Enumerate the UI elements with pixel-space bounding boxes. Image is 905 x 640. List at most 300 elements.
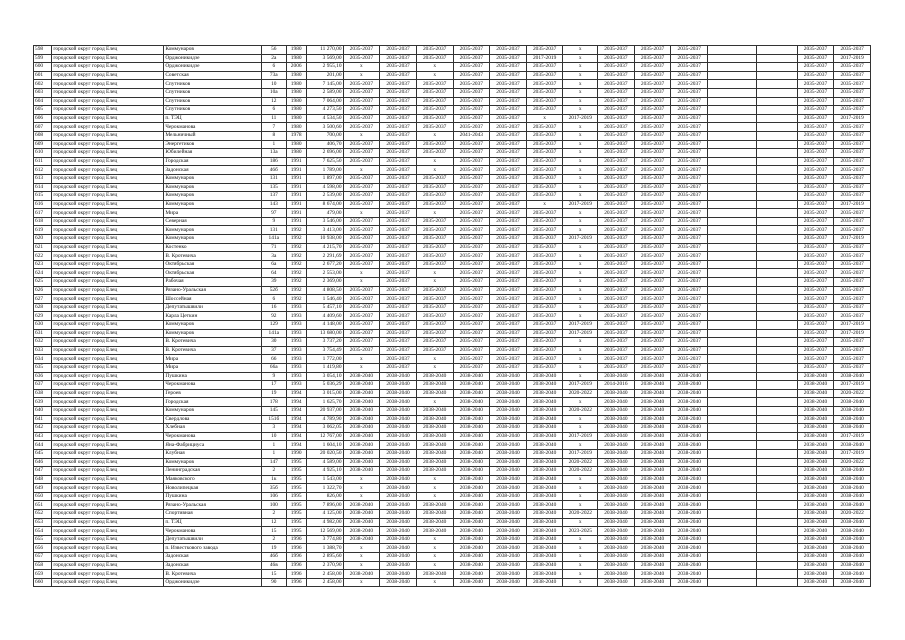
table-cell: 2035-2037: [834, 226, 871, 235]
table-cell: 2035-2037: [526, 157, 563, 166]
table-row: [34, 226, 871, 235]
table-row: [34, 527, 871, 536]
table-cell: городской округ город Елец: [52, 501, 164, 510]
table-cell: 2017-2019: [563, 432, 598, 441]
table-cell: 2006: [286, 63, 306, 72]
table-cell: [708, 269, 757, 278]
table-cell: х: [563, 492, 598, 501]
table-cell: 2035-2037: [598, 243, 635, 252]
table-cell: 2035-2037: [598, 114, 635, 123]
table-cell: 2035-2037: [797, 269, 834, 278]
table-cell: 2038-2040: [834, 475, 871, 484]
table-cell: 151б: [262, 415, 286, 424]
table-cell: 1991: [286, 200, 306, 209]
table-cell: 2038-2040: [634, 527, 671, 536]
table-cell: 826,00: [306, 492, 343, 501]
table-cell: 616: [34, 200, 52, 209]
table-cell: 2035-2037: [598, 346, 635, 355]
table-cell: городской округ город Елец: [52, 355, 164, 364]
table-cell: 2038-2040: [526, 458, 563, 467]
table-body: [34, 46, 871, 587]
table-cell: 2035-2037: [343, 252, 380, 261]
table-row: [34, 114, 871, 123]
table-cell: 20 937,00: [306, 406, 343, 415]
table-cell: 2035-2037: [380, 269, 417, 278]
table-cell: 2035-2037: [380, 312, 417, 321]
table-cell: 2038-2040: [380, 570, 417, 579]
table-cell: В. Кротевича: [164, 346, 262, 355]
table-cell: 2035-2037: [380, 174, 417, 183]
table-cell: 8 674,00: [306, 200, 343, 209]
table-cell: 1980: [286, 71, 306, 80]
table-cell: 2038-2040: [453, 467, 490, 476]
table-cell: 2038-2040: [598, 406, 635, 415]
table-cell: 2035-2037: [634, 355, 671, 364]
table-cell: 2035-2037: [634, 54, 671, 63]
table-cell: 2035-2037: [634, 71, 671, 80]
table-cell: 2035-2037: [671, 149, 708, 158]
table-row: [34, 46, 871, 55]
table-row: [34, 578, 871, 587]
table-cell: 2038-2040: [634, 424, 671, 433]
table-cell: [708, 183, 757, 192]
table-cell: 2035-2037: [380, 235, 417, 244]
table-cell: [708, 329, 757, 338]
table-cell: 2038-2040: [416, 406, 453, 415]
table-cell: 2035-2037: [598, 338, 635, 347]
table-cell: 2038-2040: [490, 458, 527, 467]
table-cell: 1991: [286, 166, 306, 175]
table-cell: 2035-2037: [797, 355, 834, 364]
table-row: [34, 518, 871, 527]
table-cell: 2038-2040: [797, 544, 834, 553]
table-cell: х: [563, 106, 598, 115]
table-cell: 17: [262, 381, 286, 390]
table-cell: 1990: [286, 449, 306, 458]
table-cell: городской округ город Елец: [52, 449, 164, 458]
table-cell: 2038-2040: [490, 441, 527, 450]
table-cell: 2035-2037: [380, 243, 417, 252]
table-cell: 2 458,00: [306, 578, 343, 587]
table-cell: 9: [262, 372, 286, 381]
table-cell: Коммунаров: [164, 329, 262, 338]
table-cell: 2038-2040: [598, 458, 635, 467]
table-cell: городской округ город Елец: [52, 338, 164, 347]
table-row: [34, 183, 871, 192]
table-cell: городской округ город Елец: [52, 492, 164, 501]
table-cell: 2038-2040: [526, 578, 563, 587]
table-cell: 2035-2037: [797, 312, 834, 321]
table-cell: х: [563, 209, 598, 218]
table-cell: 2035-2037: [490, 243, 527, 252]
table-cell: 615: [34, 192, 52, 201]
table-cell: 2035-2037: [490, 114, 527, 123]
table-cell: [708, 106, 757, 115]
table-row: [34, 441, 871, 450]
table-cell: 2038-2040: [380, 432, 417, 441]
table-cell: 2038-2040: [526, 535, 563, 544]
table-cell: [756, 295, 797, 304]
table-cell: [756, 131, 797, 140]
table-row: [34, 432, 871, 441]
table-cell: 2035-2037: [671, 192, 708, 201]
table-cell: 66: [262, 355, 286, 364]
table-cell: 10: [262, 80, 286, 89]
table-cell: 2038-2040: [416, 501, 453, 510]
table-cell: 2035-2037: [343, 217, 380, 226]
table-cell: 2035-2037: [416, 252, 453, 261]
table-cell: 2035-2037: [343, 123, 380, 132]
table-cell: 56: [262, 46, 286, 55]
table-row: [34, 252, 871, 261]
table-cell: 2035-2037: [526, 106, 563, 115]
table-cell: [756, 321, 797, 330]
register-table: [33, 45, 871, 587]
table-cell: 2035-2037: [797, 140, 834, 149]
table-cell: Ленинградская: [164, 467, 262, 476]
table-cell: 2038-2040: [834, 372, 871, 381]
table-cell: [708, 441, 757, 450]
table-cell: 602: [34, 80, 52, 89]
table-cell: 2035-2037: [834, 312, 871, 321]
table-cell: 2038-2040: [797, 406, 834, 415]
table-cell: 1996: [286, 578, 306, 587]
table-cell: 2035-2037: [834, 63, 871, 72]
table-cell: 2038-2040: [453, 578, 490, 587]
table-cell: 1996: [286, 561, 306, 570]
table-cell: п. ТЭЦ: [164, 114, 262, 123]
table-cell: 2038-2040: [526, 381, 563, 390]
table-cell: 2038-2040: [453, 570, 490, 579]
table-cell: 2035-2037: [453, 252, 490, 261]
table-cell: 2035-2037: [834, 131, 871, 140]
table-cell: 3 500,60: [306, 123, 343, 132]
table-cell: 2035-2037: [671, 269, 708, 278]
table-cell: 2035-2037: [526, 183, 563, 192]
table-cell: 1996: [286, 544, 306, 553]
table-cell: 2038-2040: [380, 415, 417, 424]
table-cell: 2035-2037: [343, 346, 380, 355]
table-cell: [708, 501, 757, 510]
table-cell: 2035-2037: [453, 269, 490, 278]
table-cell: 2038-2040: [634, 372, 671, 381]
table-cell: х: [563, 166, 598, 175]
table-cell: 2035-2037: [380, 363, 417, 372]
table-row: [34, 424, 871, 433]
table-cell: 3: [262, 424, 286, 433]
table-cell: 4 148,00: [306, 321, 343, 330]
table-cell: 2035-2037: [380, 88, 417, 97]
table-cell: 2035-2037: [490, 97, 527, 106]
table-cell: Октябрьская: [164, 269, 262, 278]
table-cell: х: [526, 114, 563, 123]
table-cell: 6: [262, 106, 286, 115]
table-cell: 2038-2040: [671, 475, 708, 484]
table-cell: [756, 217, 797, 226]
table-cell: х: [563, 312, 598, 321]
table-cell: 3 569,00: [306, 54, 343, 63]
table-cell: 2038-2040: [797, 381, 834, 390]
table-cell: 2038-2040: [490, 475, 527, 484]
table-cell: 2038-2040: [343, 424, 380, 433]
table-cell: Задонская: [164, 166, 262, 175]
table-cell: 1993: [286, 321, 306, 330]
table-cell: 2038-2040: [490, 510, 527, 519]
table-cell: городской округ город Елец: [52, 63, 164, 72]
table-cell: х: [563, 183, 598, 192]
table-cell: 2035-2037: [598, 54, 635, 63]
table-cell: Орджоникидзе: [164, 54, 262, 63]
table-cell: [756, 149, 797, 158]
table-cell: 2 539,00: [306, 192, 343, 201]
table-cell: 2035-2037: [797, 235, 834, 244]
table-cell: 2035-2037: [343, 321, 380, 330]
table-cell: 2035-2037: [834, 97, 871, 106]
table-cell: 2035-2037: [416, 303, 453, 312]
table-cell: [708, 535, 757, 544]
table-cell: х: [343, 578, 380, 587]
table-cell: х: [343, 71, 380, 80]
table-cell: 2035-2037: [343, 286, 380, 295]
table-cell: 2035-2037: [490, 312, 527, 321]
table-cell: 1996: [286, 570, 306, 579]
table-cell: [708, 406, 757, 415]
table-cell: Коммунаров: [164, 235, 262, 244]
table-cell: 2038-2040: [598, 475, 635, 484]
table-cell: 2038-2040: [671, 406, 708, 415]
table-cell: 2035-2037: [671, 235, 708, 244]
table-cell: 2035-2037: [416, 235, 453, 244]
table-cell: х: [563, 570, 598, 579]
table-cell: Мира: [164, 209, 262, 218]
table-cell: х: [343, 278, 380, 287]
table-cell: 2038-2040: [598, 449, 635, 458]
table-cell: 2035-2037: [797, 252, 834, 261]
table-cell: 2038-2040: [634, 467, 671, 476]
table-cell: 2035-2037: [380, 260, 417, 269]
table-cell: 186: [262, 157, 286, 166]
table-cell: [756, 389, 797, 398]
table-cell: 2035-2037: [416, 226, 453, 235]
table-cell: 2035-2037: [634, 123, 671, 132]
table-cell: 2035-2037: [526, 140, 563, 149]
table-cell: 2038-2040: [490, 535, 527, 544]
table-cell: 2035-2037: [416, 312, 453, 321]
table-cell: 2035-2037: [416, 140, 453, 149]
table-cell: 2035-2037: [598, 321, 635, 330]
table-cell: 2038-2040: [490, 553, 527, 562]
table-cell: 2035-2037: [671, 200, 708, 209]
table-cell: 658: [34, 561, 52, 570]
table-cell: 2038-2040: [797, 561, 834, 570]
table-cell: 2038-2040: [416, 449, 453, 458]
table-cell: 2038-2040: [343, 406, 380, 415]
table-cell: 2038-2040: [380, 518, 417, 527]
table-cell: 2038-2040: [380, 544, 417, 553]
table-row: [34, 449, 871, 458]
table-cell: 639: [34, 398, 52, 407]
table-cell: 2035-2037: [343, 80, 380, 89]
table-cell: 2035-2037: [526, 80, 563, 89]
table-row: [34, 286, 871, 295]
table-cell: 2038-2040: [526, 372, 563, 381]
table-cell: 2038-2040: [797, 449, 834, 458]
table-cell: городской округ город Елец: [52, 278, 164, 287]
table-cell: [756, 200, 797, 209]
table-cell: 2035-2037: [797, 260, 834, 269]
table-cell: 611: [34, 157, 52, 166]
table-cell: 3 015,00: [306, 389, 343, 398]
table-cell: 2038-2040: [490, 389, 527, 398]
table-cell: 2038-2040: [343, 398, 380, 407]
table-cell: городской округ город Елец: [52, 226, 164, 235]
table-cell: 2035-2037: [671, 157, 708, 166]
table-cell: 2035-2037: [380, 149, 417, 158]
table-cell: 2035-2037: [453, 80, 490, 89]
table-cell: [756, 235, 797, 244]
table-cell: 1991: [286, 174, 306, 183]
table-cell: городской округ город Елец: [52, 157, 164, 166]
table-cell: 2038-2040: [797, 578, 834, 587]
table-cell: городской округ город Елец: [52, 432, 164, 441]
table-cell: 2035-2037: [797, 217, 834, 226]
table-cell: 2035-2037: [598, 209, 635, 218]
table-cell: 2 589,00: [306, 88, 343, 97]
table-cell: 609: [34, 140, 52, 149]
table-cell: [756, 88, 797, 97]
table-cell: 2038-2040: [797, 389, 834, 398]
table-cell: 2035-2037: [453, 346, 490, 355]
table-cell: х: [563, 269, 598, 278]
table-cell: 2035-2037: [834, 166, 871, 175]
table-cell: 2035-2037: [797, 303, 834, 312]
table-cell: 2035-2037: [526, 97, 563, 106]
table-cell: х: [416, 269, 453, 278]
table-cell: 39: [262, 278, 286, 287]
table-cell: 2017-2019: [834, 432, 871, 441]
table-cell: Коммунаров: [164, 406, 262, 415]
table-cell: [708, 389, 757, 398]
table-cell: 2035-2037: [526, 321, 563, 330]
table-cell: 2038-2040: [634, 432, 671, 441]
table-cell: 2035-2037: [416, 217, 453, 226]
table-cell: х: [563, 295, 598, 304]
table-cell: х: [563, 398, 598, 407]
table-row: [34, 192, 871, 201]
table-cell: 1993: [286, 372, 306, 381]
table-cell: Советская: [164, 71, 262, 80]
table-cell: 2038-2040: [598, 467, 635, 476]
table-row: [34, 149, 871, 158]
table-cell: 2035-2037: [834, 71, 871, 80]
table-cell: Коммунаров: [164, 458, 262, 467]
table-cell: 2038-2040: [598, 424, 635, 433]
table-cell: 2035-2037: [797, 286, 834, 295]
table-cell: 1992: [286, 295, 306, 304]
table-cell: 2038-2040: [671, 535, 708, 544]
table-cell: 2038-2040: [671, 389, 708, 398]
table-cell: 16: [262, 303, 286, 312]
table-cell: 2 677,20: [306, 260, 343, 269]
table-cell: х: [563, 346, 598, 355]
table-cell: 2038-2040: [634, 535, 671, 544]
table-cell: Энергетиков: [164, 140, 262, 149]
table-cell: городской округ город Елец: [52, 398, 164, 407]
table-cell: 2035-2037: [634, 312, 671, 321]
table-cell: 2а: [262, 54, 286, 63]
table-cell: 1993: [286, 346, 306, 355]
table-cell: 637: [34, 381, 52, 390]
table-cell: [756, 406, 797, 415]
table-cell: 2038-2040: [634, 475, 671, 484]
table-cell: 2038-2040: [416, 381, 453, 390]
table-cell: 2035-2037: [416, 149, 453, 158]
table-row: [34, 363, 871, 372]
table-cell: 1к: [262, 475, 286, 484]
table-cell: городской округ город Елец: [52, 424, 164, 433]
table-cell: 2038-2040: [453, 432, 490, 441]
table-cell: [708, 338, 757, 347]
table-cell: [708, 510, 757, 519]
table-cell: х: [416, 553, 453, 562]
table-cell: 612: [34, 166, 52, 175]
table-cell: 633: [34, 346, 52, 355]
table-cell: 2038-2040: [526, 449, 563, 458]
table-cell: 647: [34, 467, 52, 476]
table-cell: городской округ город Елец: [52, 260, 164, 269]
table-cell: 2035-2037: [416, 114, 453, 123]
table-cell: 2038-2040: [834, 535, 871, 544]
table-cell: х: [563, 192, 598, 201]
table-cell: 1 543,00: [306, 475, 343, 484]
table-cell: 6: [262, 295, 286, 304]
table-cell: 2035-2037: [671, 114, 708, 123]
table-cell: [756, 492, 797, 501]
table-row: [34, 217, 871, 226]
table-cell: 2035-2037: [671, 123, 708, 132]
table-cell: 2017-2019: [563, 321, 598, 330]
table-cell: 135: [262, 183, 286, 192]
table-cell: Спутников: [164, 97, 262, 106]
table-cell: [708, 449, 757, 458]
table-cell: [756, 183, 797, 192]
table-cell: 2038-2040: [834, 501, 871, 510]
table-row: [34, 398, 871, 407]
table-cell: 2035-2037: [797, 321, 834, 330]
table-cell: городской округ город Елец: [52, 321, 164, 330]
table-cell: [708, 131, 757, 140]
table-cell: 2035-2037: [834, 243, 871, 252]
table-cell: 2038-2040: [834, 406, 871, 415]
table-cell: 622: [34, 252, 52, 261]
table-cell: 2035-2037: [416, 46, 453, 55]
table-cell: [708, 561, 757, 570]
table-cell: [756, 381, 797, 390]
table-cell: х: [416, 131, 453, 140]
table-cell: 2035-2037: [834, 217, 871, 226]
table-cell: 2038-2040: [797, 518, 834, 527]
table-cell: Коммунаров: [164, 226, 262, 235]
table-cell: 2038-2040: [634, 406, 671, 415]
table-cell: 2038-2040: [380, 458, 417, 467]
table-cell: 2035-2037: [598, 278, 635, 287]
table-cell: 2035-2037: [634, 252, 671, 261]
table-cell: 2038-2040: [490, 381, 527, 390]
table-cell: 2035-2037: [797, 226, 834, 235]
table-row: [34, 157, 871, 166]
table-cell: х: [563, 475, 598, 484]
table-cell: [708, 63, 757, 72]
